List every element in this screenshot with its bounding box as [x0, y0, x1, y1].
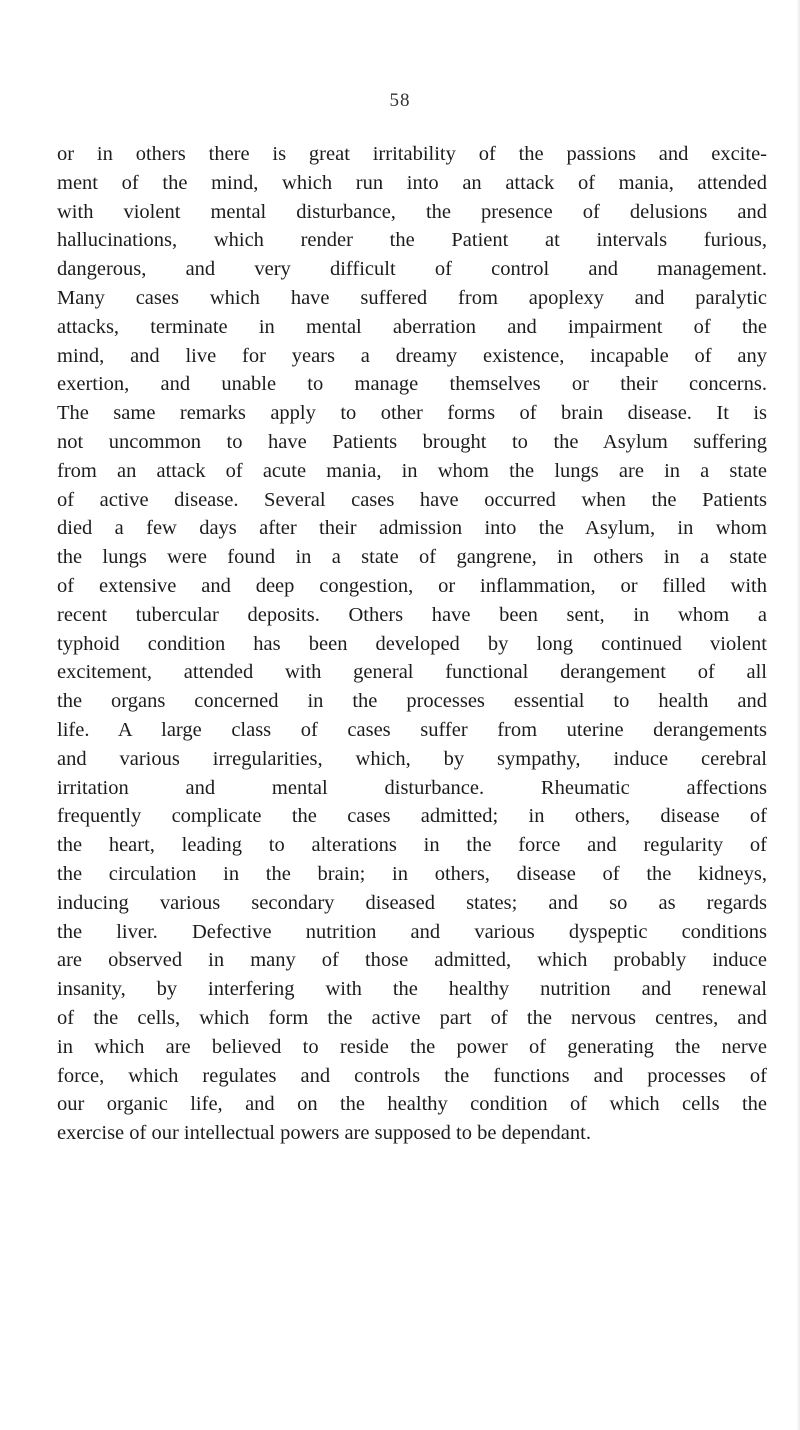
- text-line: the liver. Defective nutrition and various dyspeptic conditions: [57, 920, 767, 943]
- text-line: force, which regulates and controls the functions and processes of: [57, 1064, 767, 1087]
- text-line: with violent mental disturbance, the presence of delusions and: [57, 200, 767, 223]
- text-line: insanity, by interfering with the healthy nutrition and renewal: [57, 978, 767, 1001]
- text-line: our organic life, and on the healthy condition of which cells the: [57, 1093, 767, 1116]
- text-line: the lungs were found in a state of gangrene, in others in a state: [57, 546, 767, 569]
- text-line: exertion, and unable to manage themselves or their concerns.: [57, 373, 767, 396]
- text-line: died a few days after their admission into the Asylum, in whom: [57, 517, 767, 540]
- text-line: typhoid condition has been developed by long continued violent: [57, 632, 767, 655]
- text-line: recent tubercular deposits. Others have been sent, in whom a: [57, 603, 767, 626]
- text-line: or in others there is great irritability of the passions and excite-: [57, 143, 767, 165]
- text-line: hallucinations, which render the Patient at intervals furious,: [57, 229, 767, 252]
- text-line: the circulation in the brain; in others, disease of the kidneys,: [57, 862, 767, 885]
- page-edge-shadow: [796, 0, 800, 1430]
- text-line: not uncommon to have Patients brought to the Asylum suffering: [57, 430, 767, 453]
- text-line: of active disease. Several cases have occurred when the Patients: [57, 488, 767, 511]
- text-line: Many cases which have suffered from apoplexy and paralytic: [57, 286, 767, 309]
- text-line: inducing various secondary diseased states; and so as regards: [57, 891, 767, 914]
- text-line: excitement, attended with general functional derangement of all: [57, 661, 767, 684]
- text-line: dangerous, and very difficult of control and management.: [57, 258, 767, 281]
- text-line: ment of the mind, which run into an attack of mania, attended: [57, 171, 767, 194]
- text-line: the heart, leading to alterations in the force and regularity of: [57, 834, 767, 857]
- text-line: mind, and live for years a dreamy existence, incapable of any: [57, 344, 767, 367]
- text-line: irritation and mental disturbance. Rheumatic affections: [57, 776, 767, 799]
- page-number: 58: [389, 90, 411, 111]
- body-paragraph: [57, 140, 767, 1148]
- text-line: and various irregularities, which, by sympathy, induce cerebral: [57, 747, 767, 770]
- text-line: from an attack of acute mania, in whom the lungs are in a state: [57, 459, 767, 482]
- text-line: in which are believed to reside the power of generating the nerve: [57, 1035, 767, 1058]
- text-line: exercise of our intellectual powers are supposed to be dependant.: [57, 1122, 591, 1145]
- text-line: life. A large class of cases suffer from uterine derangements: [57, 718, 767, 741]
- text-line: of the cells, which form the active part of the nervous centres, and: [57, 1006, 767, 1029]
- text-line: attacks, terminate in mental aberration and impairment of the: [57, 315, 767, 338]
- text-line: The same remarks apply to other forms of brain disease. It is: [57, 402, 767, 425]
- text-line: of extensive and deep congestion, or inflammation, or filled with: [57, 574, 767, 597]
- text-line: the organs concerned in the processes essential to health and: [57, 690, 767, 713]
- text-line: frequently complicate the cases admitted; in others, disease of: [57, 805, 767, 828]
- text-line: are observed in many of those admitted, which probably induce: [57, 949, 767, 972]
